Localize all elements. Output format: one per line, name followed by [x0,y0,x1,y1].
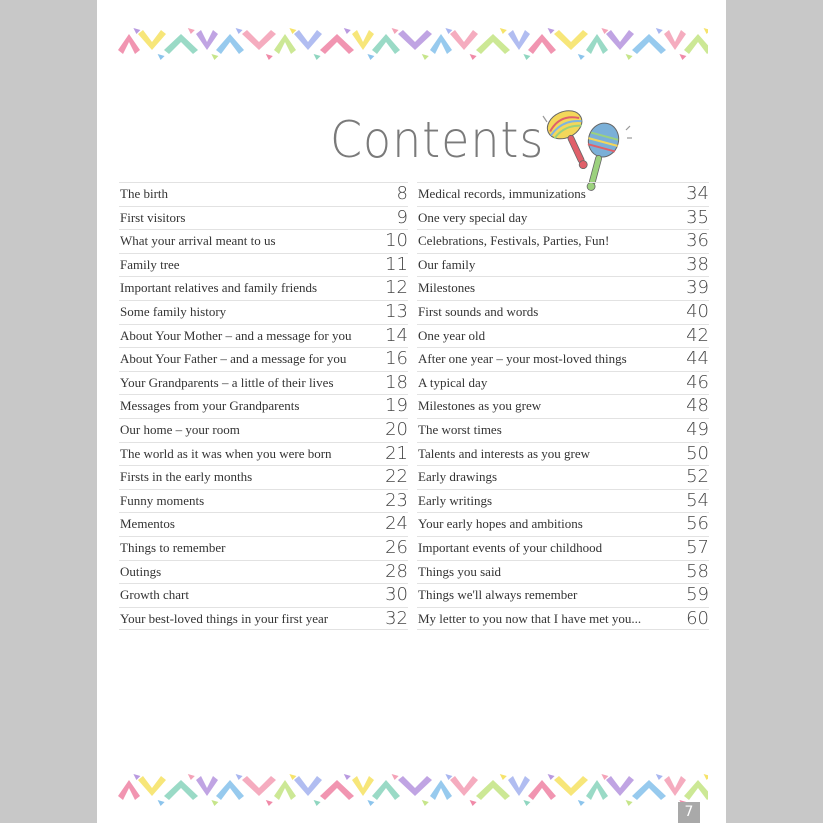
toc-entry-page: 50 [686,442,709,464]
toc-row [119,253,408,277]
toc-entry-title: Your Grandparents – a little of their lives [120,374,334,390]
toc-row [119,536,408,560]
toc-entry-title: About Your Father – and a message for you [120,351,347,367]
toc-entry-title: Things to remember [120,539,226,555]
toc-row [417,560,709,584]
toc-entry-title: Firsts in the early months [120,469,253,485]
page-title: Contents [330,111,545,169]
toc-entry-title: Things you said [418,563,502,579]
toc-row [417,583,709,607]
toc-row [417,371,709,395]
toc-row [119,206,408,230]
toc-entry-page: 36 [686,230,709,252]
toc-entry-title: Outings [120,563,162,579]
toc-entry-title: Important relatives and family friends [120,280,318,296]
toc-entry-page: 22 [385,466,408,488]
toc-entry-title: Family tree [120,256,180,272]
toc-row [119,371,408,395]
toc-row [119,276,408,300]
toc-row [417,465,709,489]
toc-row [119,229,408,253]
toc-entry-page: 13 [385,300,408,322]
toc-entry-page: 54 [686,489,709,511]
zigzag-border-top [118,24,708,60]
toc-entry-title: The world as it was when you were born [120,445,332,461]
toc-entry-title: Early writings [418,492,493,508]
toc-row [417,182,709,206]
toc-entry-title: Our family [418,256,476,272]
toc-row [417,418,709,442]
toc-entry-title: About Your Mother – and a message for you [120,327,352,343]
toc-entry-title: Your early hopes and ambitions [418,516,583,532]
toc-entry-title: Milestones as you grew [418,398,542,414]
toc-entry-page: 40 [686,300,709,322]
toc-entry-page: 14 [385,324,408,346]
toc-row [417,206,709,230]
toc-right-column [417,182,709,630]
page-number: 7 [678,802,700,823]
toc-entry-page: 11 [385,253,408,275]
toc-row [119,512,408,536]
toc-entry-title: Messages from your Grandparents [120,398,300,414]
toc-row [417,442,709,466]
toc-entry-page: 58 [686,560,709,582]
toc-entry-title: Medical records, immunizations [418,186,586,201]
toc-row [417,347,709,371]
toc-entry-page: 26 [385,536,408,558]
toc-entry-page: 46 [686,371,709,393]
toc-entry-title: Early drawings [418,469,498,485]
toc-row [119,418,408,442]
toc-entry-title: Things we'll always remember [418,587,578,603]
toc-entry-title: Our home – your room [120,421,240,437]
toc-entry-page: 56 [686,513,709,535]
toc-entry-page: 32 [385,607,408,629]
title-area [300,105,545,175]
toc-entry-page: 23 [385,489,408,511]
toc-row [119,394,408,418]
toc-entry-page: 20 [385,418,408,440]
toc-entry-page: 57 [686,536,709,558]
toc-entry-page: 59 [686,584,709,606]
toc-entry-page: 49 [686,418,709,440]
toc-entry-title: The birth [120,186,169,201]
toc-row [417,324,709,348]
toc-entry-title: Your best-loved things in your first year [120,610,329,626]
toc-row [119,489,408,513]
toc-entry-page: 39 [686,277,709,299]
toc-row [417,536,709,560]
toc-entry-title: After one year – your most-loved things [418,351,627,367]
toc-entry-title: Important events of your childhood [418,539,603,555]
toc-entry-page: 12 [385,277,408,299]
toc-left-column [119,182,408,630]
toc-entry-title: Talents and interests as you grew [418,445,591,461]
toc-row [417,229,709,253]
toc-row [417,512,709,536]
toc-entry-page: 34 [686,183,709,204]
toc-entry-title: First sounds and words [418,303,539,319]
toc-entry-page: 52 [686,466,709,488]
toc-entry-page: 10 [385,230,408,252]
toc-entry-page: 30 [385,584,408,606]
toc-entry-page: 18 [385,371,408,393]
toc-entry-title: My letter to you now that I have met you... [418,610,642,626]
maracas-icon [538,102,633,194]
toc-row [417,253,709,277]
toc-entry-page: 35 [686,206,709,228]
toc-row [119,583,408,607]
toc-entry-title: Some family history [120,303,227,319]
toc-row [417,276,709,300]
toc-entry-page: 19 [385,395,408,417]
toc-row [119,607,408,631]
toc-entry-page: 48 [686,395,709,417]
toc-entry-page: 21 [385,442,408,464]
toc-row [119,442,408,466]
toc-row [119,324,408,348]
toc-entry-title: One very special day [418,209,528,225]
toc-row [119,465,408,489]
toc-entry-title: Funny moments [120,492,205,508]
toc-entry-page: 8 [396,183,408,204]
toc-row [417,300,709,324]
toc-entry-page: 60 [686,607,709,629]
toc-entry-title: A typical day [418,374,488,390]
toc-entry-page: 42 [686,324,709,346]
toc-entry-title: Celebrations, Festivals, Parties, Fun! [418,233,610,249]
toc-entry-page: 28 [385,560,408,582]
zigzag-border-bottom [118,770,708,806]
toc-row [417,607,709,631]
toc-entry-title: Growth chart [120,587,189,603]
toc-entry-page: 44 [686,348,709,370]
toc-row [417,489,709,513]
toc-row [119,300,408,324]
toc-entry-page: 9 [396,206,408,228]
toc-row [119,560,408,584]
toc-entry-title: The worst times [418,421,502,437]
toc-entry-title: One year old [418,327,486,343]
toc-entry-page: 16 [385,348,408,370]
toc-row [119,347,408,371]
toc-row [417,394,709,418]
toc-entry-title: What your arrival meant to us [120,233,276,249]
toc-entry-title: Mementos [120,516,175,532]
toc-entry-page: 24 [385,513,408,535]
toc-row [119,182,408,206]
toc-entry-title: Milestones [418,280,476,296]
toc-entry-page: 38 [686,253,709,275]
toc-entry-title: First visitors [120,209,186,225]
